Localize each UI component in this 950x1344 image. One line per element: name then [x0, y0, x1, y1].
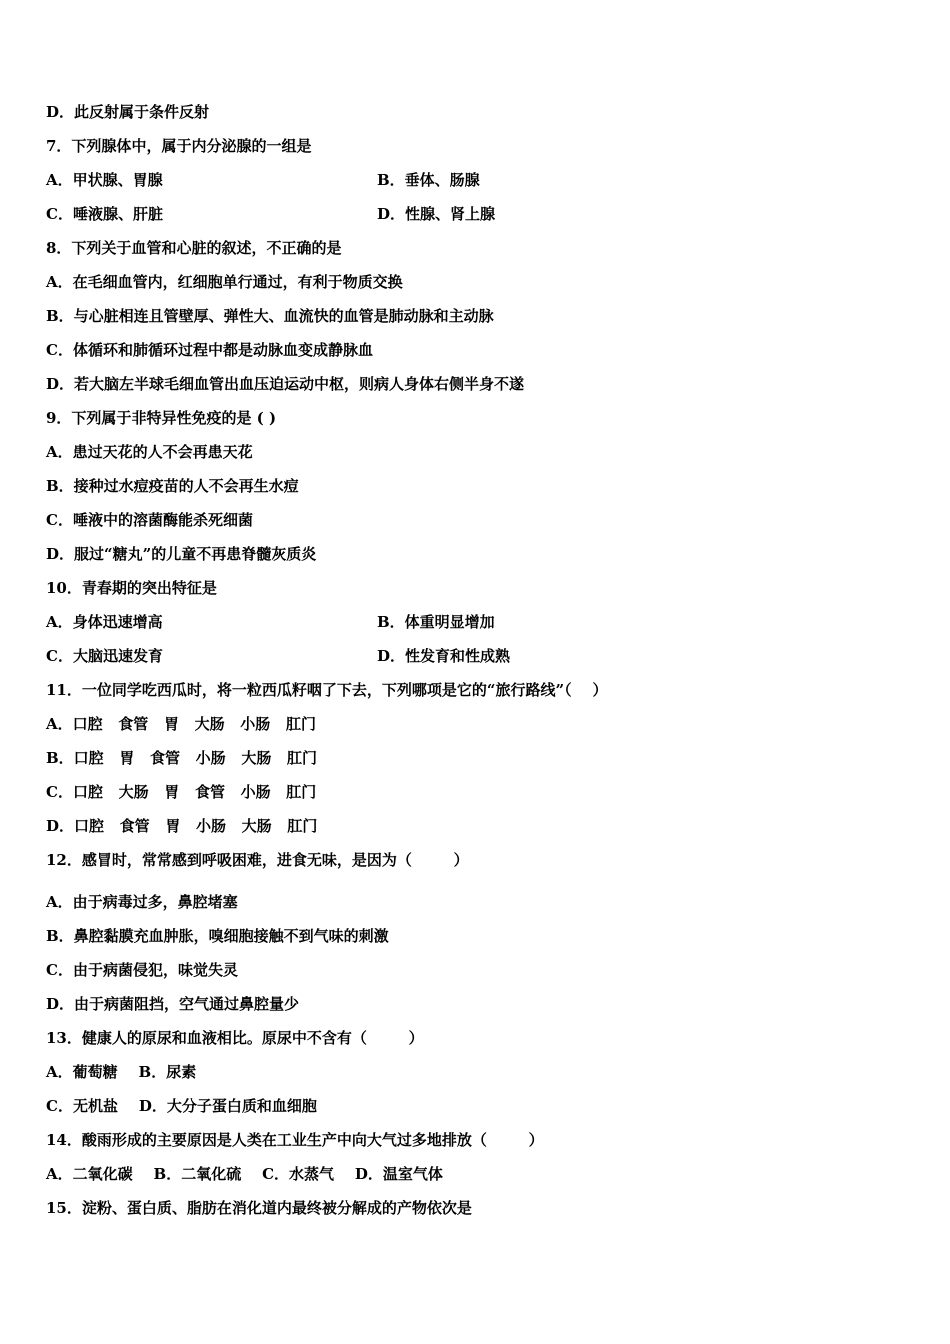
- q7-option-b: B．垂体、肠腺: [377, 171, 480, 189]
- q9-option-a: A．患过天花的人不会再患天花: [46, 443, 253, 461]
- q6-option-d: D．此反射属于条件反射: [46, 103, 210, 121]
- q7-option-d: D．性腺、肾上腺: [377, 205, 496, 223]
- q8-option-b: B．与心脏相连且管壁厚、弹性大、血流快的血管是肺动脉和主动脉: [46, 307, 494, 325]
- q10-option-d: D．性发育和性成熟: [377, 647, 511, 665]
- q11-option-a: A．口腔 食管 胃 大肠 小肠 肛门: [46, 715, 316, 733]
- q8-stem: 8．下列关于血管和心脏的叙述，不正确的是: [46, 239, 342, 257]
- q10-option-b: B．体重明显增加: [377, 613, 495, 631]
- q8-option-c: C．体循环和肺循环过程中都是动脉血变成静脉血: [46, 341, 373, 359]
- q9-option-d: D．服过“糖丸”的儿童不再患脊髓灰质炎: [46, 545, 317, 563]
- q12-option-a: A．由于病毒过多，鼻腔堵塞: [46, 893, 238, 911]
- q13-stem: 13．健康人的原尿和血液相比。原尿中不含有（ ）: [46, 1029, 424, 1047]
- q11-option-d: D．口腔 食管 胃 小肠 大肠 肛门: [46, 817, 318, 835]
- q7-option-a: A．甲状腺、胃腺: [46, 171, 163, 189]
- q9-option-b: B．接种过水痘疫苗的人不会再生水痘: [46, 477, 299, 495]
- q8-option-d: D．若大脑左半球毛细血管出血压迫运动中枢，则病人身体右侧半身不遂: [46, 375, 525, 393]
- q9-option-c: C．唾液中的溶菌酶能杀死细菌: [46, 511, 253, 529]
- q12-option-c: C．由于病菌侵犯，味觉失灵: [46, 961, 238, 979]
- q14-options: A．二氧化碳 B．二氧化硫 C．水蒸气 D．温室气体: [46, 1165, 443, 1183]
- q15-stem: 15．淀粉、蛋白质、脂肪在消化道内最终被分解成的产物依次是: [46, 1199, 472, 1217]
- q11-stem: 11．一位同学吃西瓜时，将一粒西瓜籽咽了下去，下列哪项是它的“旅行路线”（ ）: [46, 681, 608, 699]
- q13-options-ab: A．葡萄糖 B．尿素: [46, 1063, 197, 1081]
- q11-option-b: B．口腔 胃 食管 小肠 大肠 肛门: [46, 749, 318, 767]
- q14-stem: 14．酸雨形成的主要原因是人类在工业生产中向大气过多地排放（ ）: [46, 1131, 544, 1149]
- q7-stem: 7．下列腺体中，属于内分泌腺的一组是: [46, 137, 312, 155]
- q8-option-a: A．在毛细血管内，红细胞单行通过，有利于物质交换: [46, 273, 403, 291]
- q13-options-cd: C．无机盐 D．大分子蛋白质和血细胞: [46, 1097, 317, 1115]
- q10-option-c: C．大脑迅速发育: [46, 647, 163, 665]
- q12-option-b: B．鼻腔黏膜充血肿胀，嗅细胞接触不到气味的刺激: [46, 927, 389, 945]
- q10-option-a: A．身体迅速增高: [46, 613, 163, 631]
- q12-option-d: D．由于病菌阻挡，空气通过鼻腔量少: [46, 995, 300, 1013]
- q7-option-c: C．唾液腺、肝脏: [46, 205, 163, 223]
- q12-stem: 12．感冒时，常常感到呼吸困难，进食无味，是因为（ ）: [46, 851, 469, 869]
- q10-stem: 10．青春期的突出特征是: [46, 579, 217, 597]
- q9-stem: 9．下列属于非特异性免疫的是 ( ): [46, 409, 277, 427]
- q11-option-c: C．口腔 大肠 胃 食管 小肠 肛门: [46, 783, 317, 801]
